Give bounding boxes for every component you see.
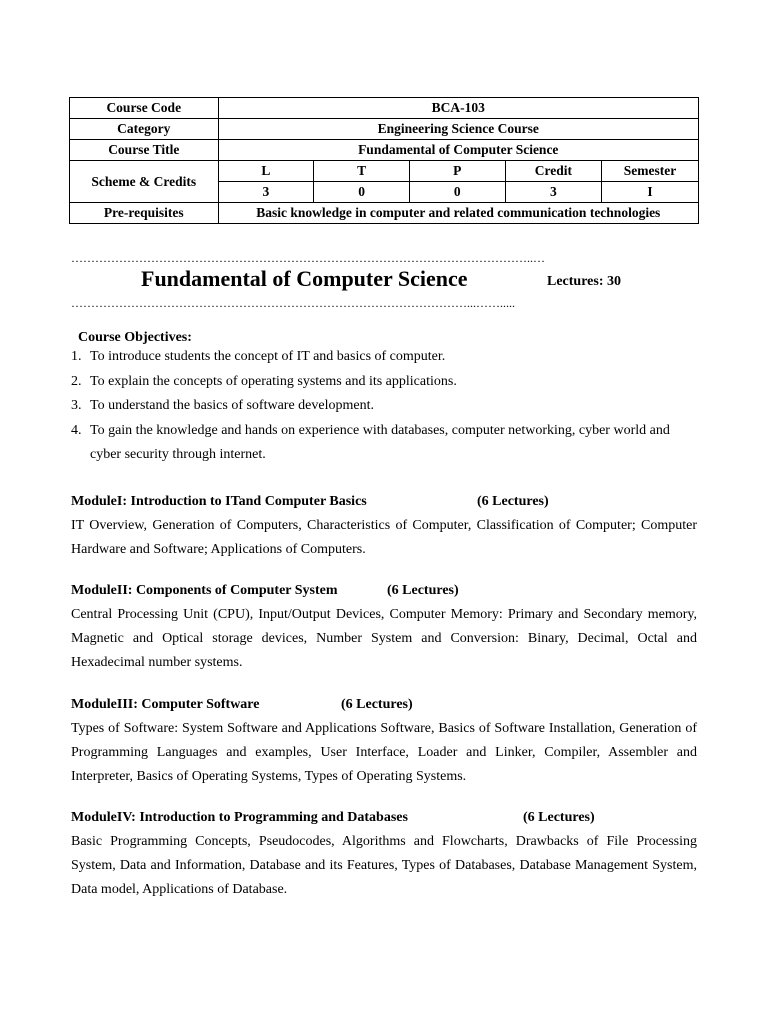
scheme-credits-label: Scheme & Credits [70, 161, 219, 203]
list-item-number: 4. [71, 422, 82, 438]
list-item [71, 394, 697, 419]
course-title-label: Course Title [70, 140, 219, 161]
course-title-value: Fundamental of Computer Science [218, 140, 698, 161]
list-item-text: To gain the knowledge and hands on experience with databases, computer networking, cyber world and cyber security through internet. [90, 422, 670, 462]
module-title: ModuleII: Components of Computer System [71, 583, 338, 598]
scheme-value-l: 3 [218, 182, 314, 203]
objectives-heading: Course Objectives: [78, 330, 192, 345]
scheme-header-credit: Credit [505, 161, 601, 182]
scheme-value-semester: I [602, 182, 699, 203]
objectives-list [71, 345, 697, 468]
module-heading [71, 490, 697, 514]
scheme-header-p: P [409, 161, 505, 182]
course-code-value: BCA-103 [218, 98, 698, 119]
table-row [70, 161, 699, 182]
table-row [70, 98, 699, 119]
list-item [71, 419, 697, 468]
list-item-number: 2. [71, 373, 82, 389]
table-row [70, 203, 699, 224]
dotted-separator-bottom: ………………………………………………………………………………………...……..... [71, 298, 515, 308]
scheme-header-l: L [218, 161, 314, 182]
module-lectures: (6 Lectures) [341, 697, 413, 712]
list-item-text: To explain the concepts of operating systems and its applications. [90, 373, 457, 389]
scheme-value-credit: 3 [505, 182, 601, 203]
list-item [71, 345, 697, 370]
category-label: Category [70, 119, 219, 140]
course-info-table [69, 97, 699, 224]
list-item-number: 3. [71, 398, 82, 413]
module-title: ModuleIII: Computer Software [71, 697, 260, 712]
list-item-text: To understand the basics of software development. [90, 398, 374, 413]
module-title: ModuleI: Introduction to ITand Computer Basics [71, 494, 367, 509]
module-lectures: (6 Lectures) [387, 583, 459, 598]
page-title: Fundamental of Computer Science [141, 266, 468, 291]
course-code-label: Course Code [70, 98, 219, 119]
total-lectures: Lectures: 30 [547, 274, 621, 289]
prerequisites-value: Basic knowledge in computer and related communication technologies [218, 203, 698, 224]
module-description: Central Processing Unit (CPU), Input/Output Devices, Computer Memory: Primary and Secondary memory, Magnetic and Optical storage devices, Number System and Conversion: Binary, Decimal, Octal and Hexadecimal number systems. [71, 607, 697, 671]
scheme-value-t: 0 [314, 182, 410, 203]
module-lectures: (6 Lectures) [523, 810, 595, 825]
module-heading [71, 579, 697, 603]
module-heading [71, 806, 697, 830]
module-2 [71, 579, 697, 676]
list-item [71, 370, 697, 395]
prerequisites-label: Pre-requisites [70, 203, 219, 224]
module-heading [71, 693, 697, 717]
dotted-separator-top: ……………………………………………………………………………………………………..… [71, 253, 545, 263]
module-3 [71, 693, 697, 790]
module-lectures: (6 Lectures) [477, 494, 549, 509]
table-row [70, 140, 699, 161]
module-4 [71, 806, 697, 903]
module-description: Types of Software: System Software and Applications Software, Basics of Software Installation, Generation of Programming Languages and examples, User Interface, Loader and Linker, Compiler, Assembler and Interpreter, Basics of Operating Systems, Types of Operating Systems. [71, 721, 697, 785]
module-description: Basic Programming Concepts, Pseudocodes, Algorithms and Flowcharts, Drawbacks of File Processing System, Data and Information, Database and its Features, Types of Databases, Database Management System, Data model, Applications of Database. [71, 834, 697, 898]
table-row [70, 119, 699, 140]
module-title: ModuleIV: Introduction to Programming and Databases [71, 810, 408, 825]
module-1 [71, 490, 697, 562]
scheme-value-p: 0 [409, 182, 505, 203]
category-value: Engineering Science Course [218, 119, 698, 140]
scheme-header-t: T [314, 161, 410, 182]
list-item-text: To introduce students the concept of IT and basics of computer. [90, 349, 446, 364]
scheme-header-semester: Semester [602, 161, 699, 182]
list-item-number: 1. [71, 349, 82, 364]
module-description: IT Overview, Generation of Computers, Characteristics of Computer, Classification of Computer; Computer Hardware and Software; Applications of Computers. [71, 518, 697, 558]
